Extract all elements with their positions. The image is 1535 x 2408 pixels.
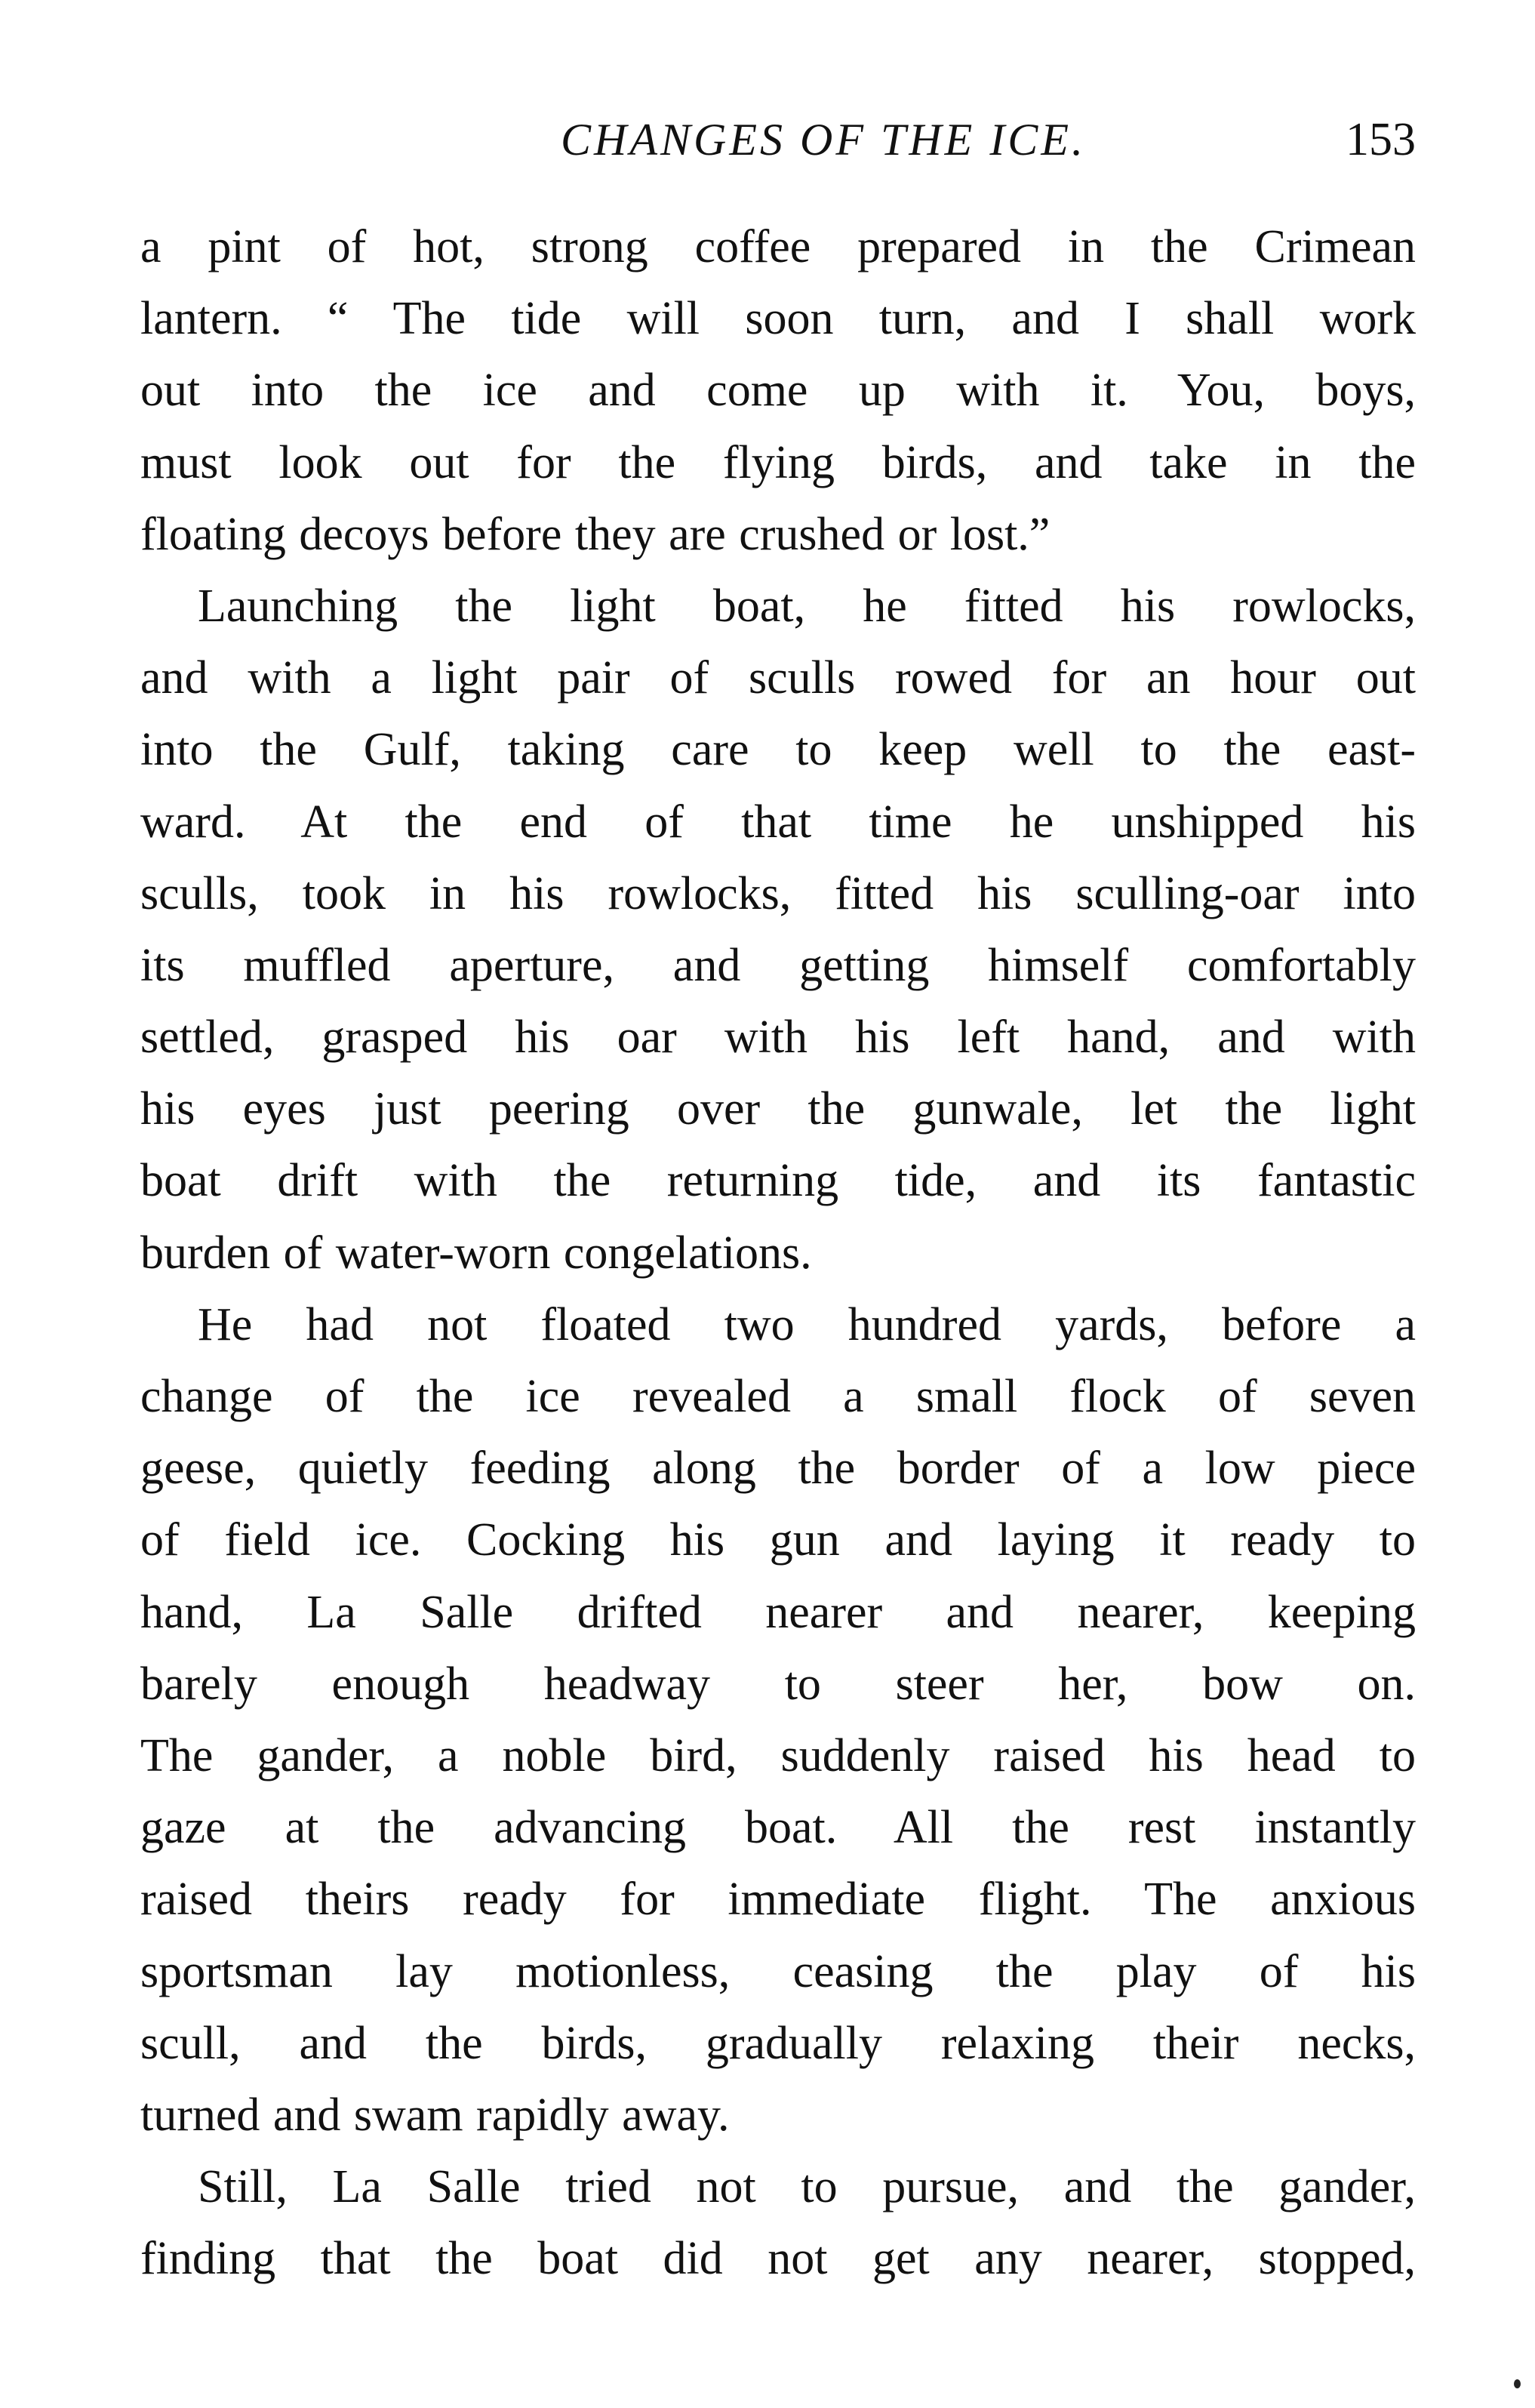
text-line: turned and swam rapidly away.	[140, 2089, 730, 2141]
page-number: 153	[1346, 114, 1416, 165]
text-line: into the Gulf, taking care to keep well to the east-	[140, 724, 1416, 776]
body-text	[140, 211, 1416, 2295]
running-title: CHANGES OF THE ICE.	[561, 115, 1086, 165]
text-line: lantern. “ The tide will soon turn, and I shall work	[140, 293, 1416, 345]
text-line: gaze at the advancing boat. All the rest instantly	[140, 1802, 1416, 1854]
paragraph-3	[140, 1289, 1416, 2151]
text-line: barely enough headway to steer her, bow on.	[140, 1658, 1416, 1710]
text-line: boat drift with the returning tide, and its fantastic	[140, 1155, 1416, 1207]
text-line: his eyes just peering over the gunwale, let the light	[140, 1083, 1416, 1135]
text-line: raised theirs ready for immediate flight. The anxious	[140, 1874, 1416, 1926]
ink-speck	[1514, 2379, 1521, 2388]
text-line: out into the ice and come up with it. You, boys,	[140, 365, 1416, 417]
text-line: sculls, took in his rowlocks, fitted his sculling-oar into	[140, 867, 1416, 919]
text-line: a pint of hot, strong coffee prepared in the Crimean	[140, 221, 1416, 273]
text-line: settled, grasped his oar with his left hand, and with	[140, 1012, 1416, 1064]
page-header	[140, 106, 1416, 174]
text-line: scull, and the birds, gradually relaxing their necks,	[140, 2017, 1416, 2069]
text-line: and with a light pair of sculls rowed for an hour out	[140, 652, 1416, 704]
text-line: hand, La Salle drifted nearer and nearer, keeping	[140, 1586, 1416, 1638]
text-line: Launching the light boat, he fitted his rowlocks,	[198, 580, 1416, 632]
paragraph-2	[140, 571, 1416, 1289]
paragraph-4	[140, 2151, 1416, 2295]
text-line: sportsman lay motionless, ceasing the play of his	[140, 1945, 1416, 1997]
text-line: floating decoys before they are crushed or lost.”	[140, 508, 1051, 560]
text-line: He had not floated two hundred yards, before a	[198, 1298, 1416, 1350]
text-line: must look out for the flying birds, and take in the	[140, 436, 1416, 488]
text-line: burden of water-worn congelations.	[140, 1227, 812, 1279]
text-line: The gander, a noble bird, suddenly raised his head to	[140, 1729, 1416, 1781]
text-line: Still, La Salle tried not to pursue, and the gander,	[198, 2161, 1416, 2213]
text-line: its muffled aperture, and getting himself comfortably	[140, 939, 1416, 991]
text-line: of field ice. Cocking his gun and laying it ready to	[140, 1514, 1416, 1566]
text-line: change of the ice revealed a small flock of seven	[140, 1371, 1416, 1422]
text-line: geese, quietly feeding along the border of a low piece	[140, 1443, 1416, 1495]
text-line: finding that the boat did not get any nearer, stopped,	[140, 2233, 1416, 2285]
paragraph-1	[140, 211, 1416, 571]
text-line: ward. At the end of that time he unshipped his	[140, 796, 1416, 848]
